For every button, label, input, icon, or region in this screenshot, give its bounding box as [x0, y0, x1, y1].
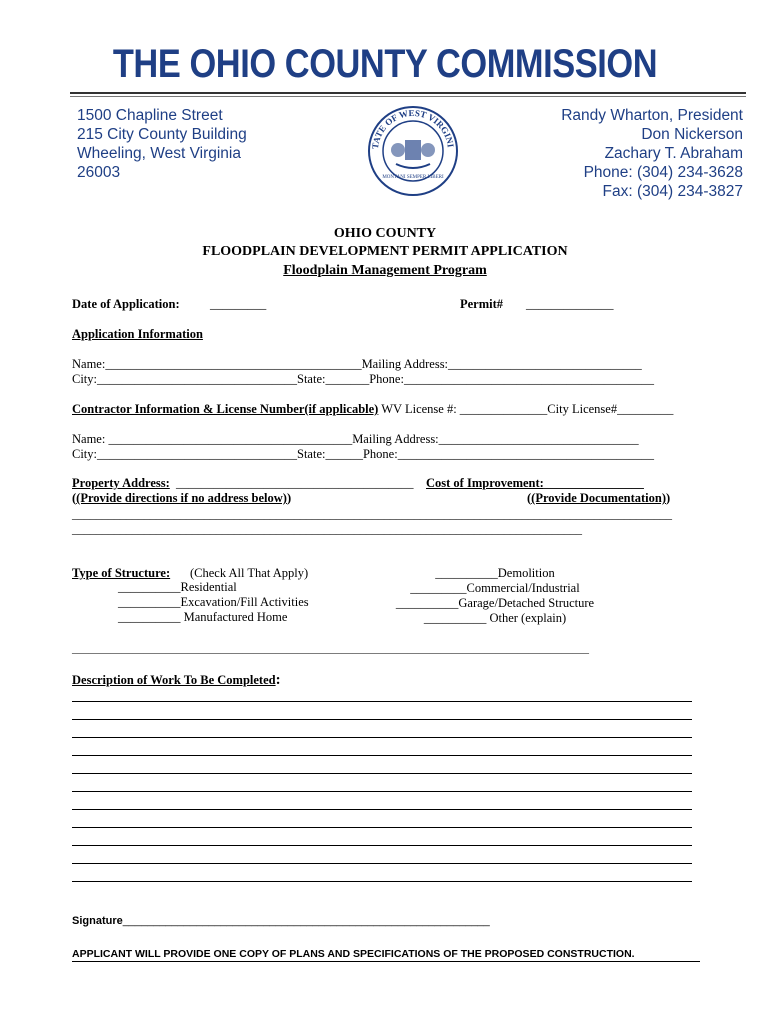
date-input[interactable]: _________ [210, 297, 267, 311]
permit-input[interactable]: ______________ [526, 297, 614, 311]
date-label: Date of Application: [72, 297, 180, 311]
description-line[interactable] [72, 845, 692, 846]
signature-input[interactable]: ____________________________________________________________ [122, 915, 490, 927]
option-garage-detached[interactable]: __________Garage/Detached Structure [395, 596, 595, 610]
directions-line[interactable]: ____________________________________________________________________________________________________ [72, 507, 672, 521]
address-line: 1500 Chapline Street [77, 107, 223, 124]
license-fields[interactable]: WV License #: ______________City License#_________ [378, 402, 674, 416]
description-heading-label: Description of Work To Be Completed [72, 673, 276, 687]
description-line[interactable] [72, 755, 692, 756]
property-address-row [72, 476, 170, 491]
documentation-note-text: (Provide Documentation) [531, 491, 666, 505]
official-name: Randy Wharton, President [561, 107, 743, 124]
program-title: Floodplain Management Program [283, 263, 487, 278]
option-other[interactable]: __________ Other (explain) [423, 611, 567, 625]
description-line[interactable] [72, 791, 692, 792]
county-heading: OHIO COUNTY [333, 226, 437, 241]
description-line[interactable] [72, 773, 692, 774]
application-heading: Application Information [72, 327, 203, 341]
description-line[interactable] [72, 737, 692, 738]
contractor-heading [72, 402, 673, 417]
signature-row [72, 915, 490, 927]
official-name: Don Nickerson [641, 126, 743, 143]
description-line[interactable] [72, 827, 692, 828]
description-line[interactable] [72, 809, 692, 810]
form-title: FLOODPLAIN DEVELOPMENT PERMIT APPLICATION [202, 244, 568, 259]
commission-address [77, 106, 247, 182]
description-line[interactable] [72, 863, 692, 864]
address-line: 215 City County Building [77, 126, 247, 143]
fax-number: Fax: (304) 234-3827 [602, 183, 743, 200]
structure-heading: Type of Structure: [72, 566, 171, 580]
option-excavation-fill[interactable]: __________Excavation/Fill Activities [118, 595, 309, 609]
structure-instruction: (Check All That Apply) [190, 566, 309, 580]
header-rule-thin [70, 96, 746, 97]
directions-note-text: (Provide directions if no address below) [76, 491, 287, 505]
structure-options-left [118, 580, 309, 625]
permit-label: Permit# [460, 297, 504, 311]
cost-label: Cost of Improvement: [426, 476, 544, 490]
cost-row [426, 476, 644, 491]
directions-line[interactable]: _____________________________________________________________________________________ [72, 522, 582, 536]
cost-input[interactable]: ________________ [543, 476, 644, 490]
description-heading [72, 672, 281, 689]
option-residential[interactable]: __________Residential [118, 580, 237, 594]
address-line: 26003 [77, 164, 121, 181]
documentation-note: ((Provide Documentation)) [527, 491, 671, 505]
contractor-heading-label: Contractor Information & License Number(if applicable) [72, 402, 379, 416]
description-line[interactable] [72, 881, 692, 882]
phone-number: Phone: (304) 234-3628 [583, 164, 743, 181]
signature-label: Signature [72, 915, 123, 927]
contractor-name-line[interactable]: Name: _______________________________________Mailing Address:________________________________ [72, 432, 639, 446]
other-explain-line[interactable]: ______________________________________________________________________________________________ [72, 643, 589, 655]
contractor-city-line[interactable]: City:________________________________State:______Phone:_________________________________________ [72, 447, 654, 461]
option-manufactured-home[interactable]: __________ Manufactured Home [118, 610, 288, 624]
address-line: Wheeling, West Virginia [77, 145, 241, 162]
description-line[interactable] [72, 701, 692, 702]
seal-text: TATE OF WEST VIRGINI [370, 107, 456, 150]
state-seal [366, 104, 460, 198]
description-colon: : [275, 672, 281, 688]
property-address-label: Property Address: [72, 476, 170, 490]
directions-note: ((Provide directions if no address below)) [72, 491, 292, 505]
applicant-city-line[interactable]: City:________________________________State:_______Phone:________________________________________ [72, 372, 654, 386]
commission-officials [561, 106, 743, 201]
footer-notice: APPLICANT WILL PROVIDE ONE COPY OF PLANS AND SPECIFICATIONS OF THE PROPOSED CONSTRUCTION. [72, 948, 700, 962]
option-demolition[interactable]: __________Demolition [435, 566, 555, 580]
option-commercial-industrial[interactable]: _________Commercial/Industrial [410, 581, 580, 595]
header-rule [70, 92, 746, 94]
description-line[interactable] [72, 719, 692, 720]
commission-title: THE OHIO COUNTY COMMISSION [112, 42, 658, 86]
property-address-input[interactable]: ______________________________________ [176, 476, 414, 490]
applicant-name-line[interactable]: Name:_________________________________________Mailing Address:_______________________________ [72, 357, 642, 371]
seal-icon [366, 104, 460, 198]
structure-options-right [390, 566, 600, 626]
official-name: Zachary T. Abraham [604, 145, 743, 162]
seal-motto: MONTANI SEMPER LIBERI [382, 175, 444, 180]
